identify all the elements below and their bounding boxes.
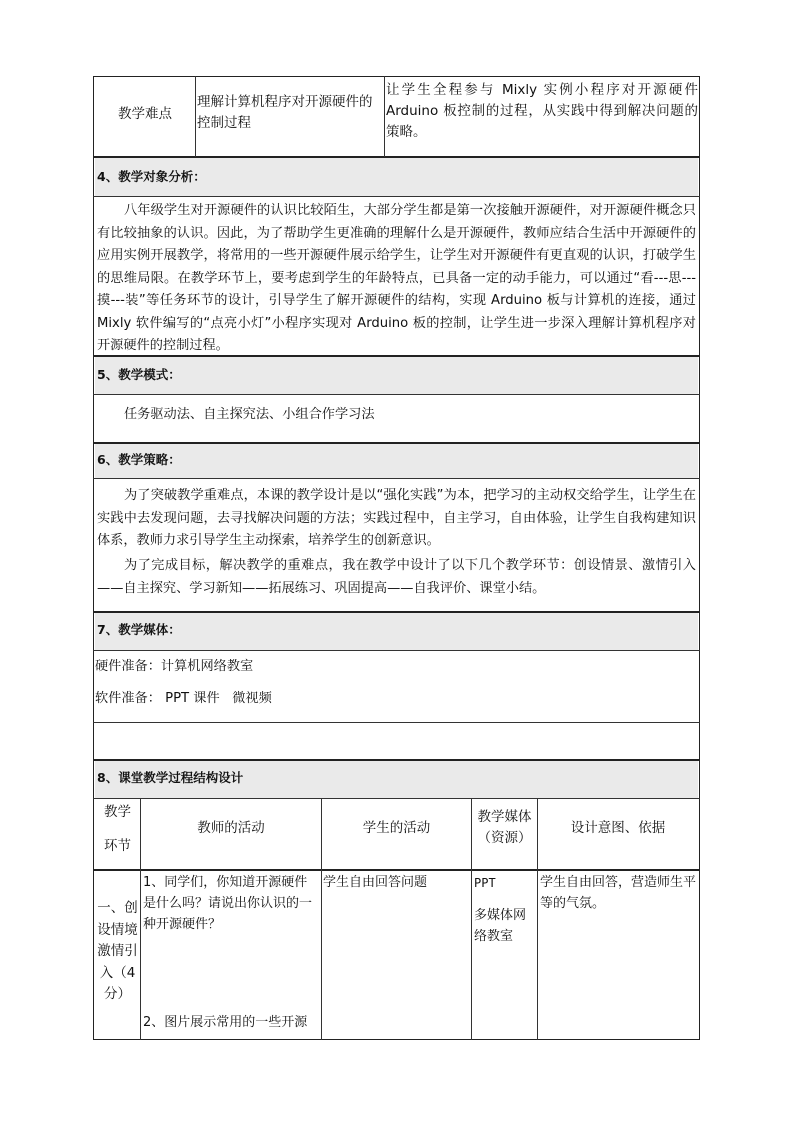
header-media-line2: （资源） [477,830,532,846]
header-intent: 设计意图、依据 [570,820,666,836]
row1-intent: 学生自由回答，营造师生平等的气氛。 [540,875,697,911]
section6-paragraph2: 为了完成目标，解决教学的重难点，我在教学中设计了以下几个教学环节：创设情景、激情引入——自主探究、学习新知——拓展练习、巩固提高——自我评价、课堂小结。 [97,558,696,596]
section4-heading: 4、教学对象分析： [97,169,206,184]
rule [195,76,196,157]
header-stage-line2: 环节 [104,838,131,854]
difficulty-content: 理解计算机程序对开源硬件的控制过程 [197,94,373,131]
rule [93,611,700,613]
section4-paragraph: 八年级学生对开源硬件的认识比较陌生，大部分学生都是第一次接触开源硬件，对开源硬件概念只有比较抽象的认识。因此，为了帮助学生更准确的理解什么是开源硬件，教师应结合生活中开源硬件的应用实例开展教学，将常用的一些开源硬件展示给学生，让学生对开源硬件有更直观的认识，打破学生的思维局限。在教学环节上，要考虑到学生的年龄特点，已具备一定的动手能力，可以通过“看---思---摸---装”等任务环节的设计，引导学生了解开源硬件的结构，实现 Arduino 板与计算机的连接，通过 Mixly 软件编写的“点亮小灯”小程序实现对 Arduino 板的控制，让学生进一步深入理解计算机程序对开源硬件的控制过程。 [97,203,696,353]
section8-heading: 8、课堂教学过程结构设计 [97,770,244,785]
rule [93,442,700,444]
rule [93,478,700,479]
difficulty-strategy: 让学生全程参与 Mixly 实例小程序对开源硬件 Arduino 板控制的过程，从实践中得到解决问题的策略。 [386,82,698,140]
rule [93,722,700,723]
header-stage-line1: 教学 [104,804,131,820]
section5-heading: 5、教学模式： [97,367,181,382]
rule [93,156,700,158]
row1-student: 学生自由回答问题 [323,875,428,890]
hardware-prep: 硬件准备：计算机网络教室 [95,659,254,674]
rule [93,394,700,395]
row1-media-1: PPT [474,876,496,890]
rule [93,759,700,761]
rule [93,869,700,871]
section6-heading: 6、教学策略： [97,452,181,467]
section6-paragraph1: 为了突破教学重难点，本课的教学设计是以“强化实践”为本，把学习的主动权交给学生，让学生在实践中去发现问题，去寻找解决问题的方法；实践过程中，自主学习，自由体验，让学生自我构建知识体系，教师力求引导学生主动探索，培养学生的创新意识。 [97,488,696,548]
section5-content: 任务驱动法、自主探究法、小组合作学习法 [124,407,375,422]
header-student: 学生的活动 [362,820,431,836]
row1-stage: 一、创设情境激情引入（4分） [97,900,138,1002]
row1-teacher-2: 2、图片展示常用的一些开源 [143,1015,308,1030]
section7-heading: 7、教学媒体： [97,622,181,637]
rule [93,196,700,197]
rule [93,650,700,651]
difficulty-label: 教学难点 [118,106,172,122]
header-teacher: 教师的活动 [197,820,265,836]
rule [384,76,385,157]
rule [93,798,700,799]
row1-teacher-1: 1、同学们，你知道开源硬件是什么吗？请说出你认识的一种开源硬件？ [143,875,313,932]
software-prep: 软件准备： PPT 课件 微视频 [95,691,272,706]
header-media-line1: 教学媒体 [477,809,532,825]
row1-media-2: 多媒体网络教室 [474,908,527,944]
